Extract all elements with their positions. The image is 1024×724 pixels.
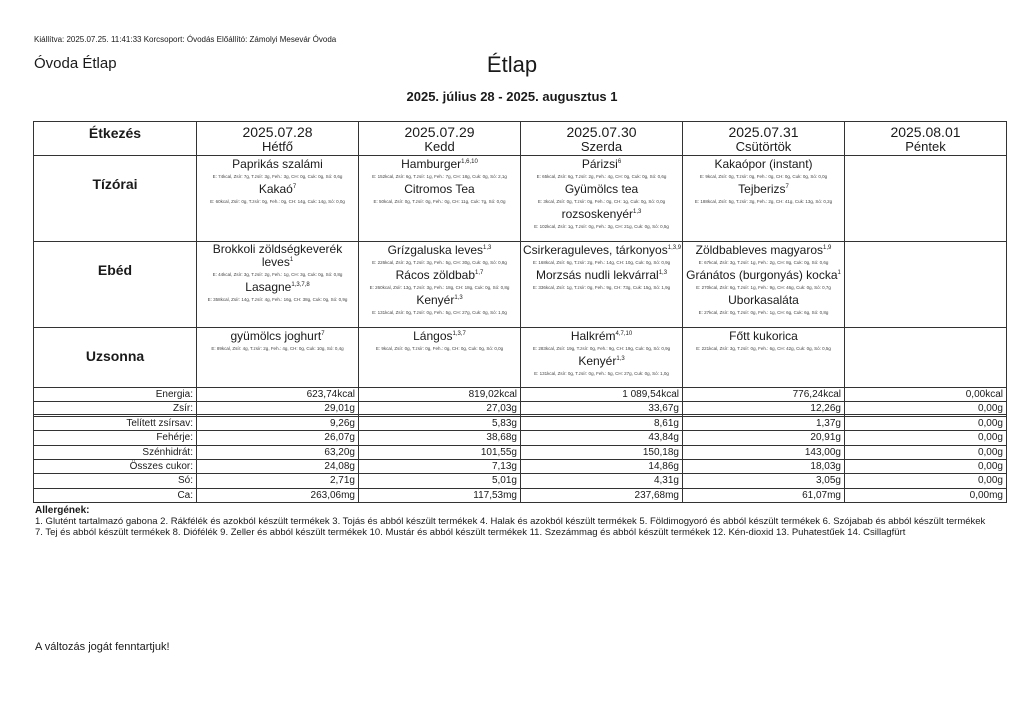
nutrition-label: Ca: (34, 489, 197, 502)
dish (521, 182, 682, 207)
nutrition-row (34, 430, 1006, 444)
dish-name: Csirkeraguleves, tárkonyos (523, 243, 668, 257)
day-name: Csütörtök (735, 139, 792, 154)
dish-nutrition: E: 102kcal, Zsír: 1g, T.zsír: 0g, Feh.: 3g, CH: 21g, Cuk: 0g, Só: 0,5g (534, 224, 669, 229)
dish (359, 157, 520, 182)
dish (359, 268, 520, 293)
dish-allergen-codes: 4,7,10 (615, 331, 633, 337)
dish-name-line (685, 243, 842, 257)
dish-name: Brokkoli zöldségkeverék leves (212, 242, 343, 269)
dish-allergen-codes: 6 (617, 159, 622, 165)
meal-row (34, 242, 1006, 328)
dish (197, 243, 358, 280)
meal-cell (359, 156, 521, 241)
dish-allergen-codes: 7 (321, 331, 325, 337)
nutrition-label: Zsír: (34, 402, 197, 415)
dish-name: rozsoskenyér (561, 207, 634, 221)
meal-cell (197, 156, 359, 241)
dish (197, 157, 358, 182)
dish-nutrition: E: 131kcal, Zsír: 0g, T.zsír: 0g, Feh.: 5g, CH: 27g, Cuk: 0g, Só: 1,0g (372, 310, 507, 315)
dish-nutrition: E: 221kcal, Zsír: 3g, T.zsír: 0g, Feh.: 6g, CH: 42g, Cuk: 0g, Só: 0,5g (696, 346, 831, 351)
dish (197, 329, 358, 354)
dish-name: Gránátos (burgonyás) kocka (686, 268, 838, 282)
nutrition-value: 27,03g (359, 402, 521, 415)
dish-nutrition: E: 44kcal, Zsír: 3g, T.zsír: 2g, Feh.: 1g, CH: 3g, Cuk: 0g, Só: 0,8g (212, 272, 343, 277)
nutrition-value: 7,13g (359, 460, 521, 473)
day-name: Hétfő (261, 139, 294, 154)
dish-nutrition: E: 260kcal, Zsír: 13g, T.zsír: 3g, Feh.: 18g, CH: 18g, Cuk: 0g, Só: 0,8g (369, 285, 510, 290)
meal-label: Uzsonna (34, 328, 197, 414)
nutrition-value: 776,24kcal (683, 388, 845, 401)
nutrition-value: 0,00mg (969, 489, 1003, 501)
dish-name: Citromos Tea (404, 182, 475, 196)
nutrition-value: 623,74kcal (197, 388, 359, 401)
nutrition-label: Só: (34, 474, 197, 487)
dish (521, 329, 682, 354)
dish-nutrition: E: 283kcal, Zsír: 19g, T.zsír: 0g, Feh.: 9g, CH: 19g, Cuk: 0g, Só: 0,9g (532, 346, 671, 351)
dish-allergen-codes: 7 (785, 184, 789, 190)
dish-name: Morzsás nudli lekvárral (535, 268, 659, 282)
day-name: Kedd (424, 139, 455, 154)
dish-name: Párizsi (581, 157, 618, 171)
dish (359, 329, 520, 354)
nutrition-value: 0,00kcal (965, 389, 1003, 400)
meal-cell (359, 242, 521, 327)
dish-allergen-codes: 1,3 (454, 295, 463, 301)
day-header (845, 122, 1006, 155)
dish-name-line (199, 157, 356, 171)
dish-nutrition: E: 9kcal, Zsír: 0g, T.zsír: 0g, Feh.: 0g, CH: 0g, Cuk: 0g, Só: 0,0g (375, 346, 504, 351)
day-name: Péntek (905, 139, 946, 154)
nutrition-label: Összes cukor: (34, 460, 197, 473)
dish (359, 182, 520, 207)
dish-allergen-codes: 7 (292, 184, 297, 190)
dish-allergen-codes: 1 (837, 270, 841, 276)
nutrition-value: 0,00g (977, 417, 1003, 429)
dish-nutrition: E: 188kcal, Zsír: 5g, T.zsír: 3g, Feh.: 2g, CH: 41g, Cuk: 13g, Só: 0,2g (694, 199, 833, 204)
dish-nutrition: E: 226kcal, Zsír: 2g, T.zsír: 3g, Feh.: 5g, CH: 30g, Cuk: 0g, Só: 0,8g (372, 260, 507, 265)
dish-name-line (199, 182, 356, 196)
nutrition-value: 33,67g (521, 402, 683, 415)
dish-name: Kenyér (578, 354, 617, 368)
dish-nutrition: E: 27kcal, Zsír: 0g, T.zsír: 0g, Feh.: 1g, CH: 6g, Cuk: 6g, Só: 0,8g (698, 310, 829, 315)
dish-name-line (523, 243, 680, 257)
dish (359, 293, 520, 318)
nutrition-value: 1 089,54kcal (521, 388, 683, 401)
nutrition-value: 4,31g (521, 474, 683, 487)
dish (683, 329, 844, 354)
nutrition-row (34, 445, 1006, 459)
dish-allergen-codes: 1,3 (616, 356, 625, 362)
day-name: Szerda (580, 139, 623, 154)
dish (521, 157, 682, 182)
dish-name-line (523, 157, 680, 171)
nutrition-value: 24,08g (197, 460, 359, 473)
meal-cell (845, 156, 1006, 241)
dish-name: Lángos (413, 329, 453, 343)
meal-cell (521, 156, 683, 241)
meal-label: Ebéd (34, 242, 197, 327)
nutrition-value: 61,07mg (683, 489, 845, 502)
dish-name-line (361, 243, 518, 257)
dish-name-line (361, 329, 518, 343)
dish (683, 293, 844, 318)
dish (683, 243, 844, 268)
day-header (683, 122, 845, 155)
dish (359, 243, 520, 268)
day-date: 2025.07.31 (728, 124, 799, 140)
dish-allergen-codes: 1,6,10 (461, 159, 478, 165)
dish-nutrition: E: 60kcal, Zsír: 0g, T.zsír: 0g, Feh.: 0g, CH: 14g, Cuk: 14g, Só: 0,0g (210, 199, 345, 204)
nutrition-label: Energia: (34, 388, 197, 401)
dish-name-line (523, 268, 680, 282)
dish (521, 243, 682, 268)
nutrition-row (34, 387, 1006, 401)
nutrition-value: 0,00g (977, 403, 1003, 415)
dish-nutrition: E: 168kcal, Zsír: 6g, T.zsír: 2g, Feh.: 14g, CH: 10g, Cuk: 0g, Só: 0,9g (532, 260, 671, 265)
nutrition-value: 12,26g (683, 402, 845, 415)
dish-name: gyümölcs joghurt (230, 329, 322, 343)
nutrition-row (34, 401, 1006, 415)
day-header (197, 122, 359, 155)
meal-cell (845, 242, 1006, 327)
dish-allergen-codes: 1,3,7 (452, 331, 466, 337)
nutrition-value: 2,71g (197, 474, 359, 487)
dish-name-line (199, 280, 356, 294)
dish-name: Lasagne (245, 280, 292, 294)
dish-nutrition: E: 336kcal, Zsír: 1g, T.zsír: 0g, Feh.: 9g, CH: 73g, Cuk: 15g, Só: 1,9g (532, 285, 671, 290)
nutrition-value: 237,68mg (521, 489, 683, 502)
dish-name-line (361, 182, 518, 196)
dish-allergen-codes: 1,3 (483, 245, 492, 251)
nutrition-value: 29,01g (197, 402, 359, 415)
nutrition-label: Szénhidrát: (34, 446, 197, 459)
dish-name-line (523, 354, 680, 368)
nutrition-row (34, 459, 1006, 473)
meal-row (34, 156, 1006, 242)
nutrition-label: Telített zsírsav: (34, 417, 197, 430)
meal-label: Tízórai (34, 156, 197, 241)
dish-name-line (361, 293, 518, 307)
dish-name: Kakaópor (instant) (714, 157, 813, 171)
dish-name-line (199, 243, 356, 269)
dish-name: Grízgaluska leves (387, 243, 484, 257)
nutrition-value: 5,83g (359, 417, 521, 430)
dish (521, 207, 682, 232)
day-header (521, 122, 683, 155)
dish-name-line (523, 207, 680, 221)
nutrition-value: 43,84g (521, 431, 683, 444)
brand-title: Óvoda Étlap (34, 55, 117, 72)
nutrition-value: 63,20g (197, 446, 359, 459)
dish-nutrition: E: 270kcal, Zsír: 6g, T.zsír: 1g, Feh.: 9g, CH: 46g, Cuk: 0g, Só: 0,7g (696, 285, 831, 290)
nutrition-value: 101,55g (359, 446, 521, 459)
nutrition-value: 117,53mg (359, 489, 521, 502)
dish-name-line (199, 329, 356, 343)
dish-name: Halkrém (570, 329, 616, 343)
dish-name: Uborkasaláta (728, 293, 799, 307)
dish-name: Kenyér (416, 293, 455, 307)
nutrition-value: 5,01g (359, 474, 521, 487)
meal-cell (683, 242, 845, 327)
meal-header-label: Étkezés (34, 122, 197, 155)
dish-nutrition: E: 89kcal, Zsír: 4g, T.zsír: 2g, Feh.: 4g, CH: 0g, Cuk: 10g, Só: 0,4g (211, 346, 344, 351)
dish-allergen-codes: 1,9 (823, 245, 832, 251)
nutrition-value: 263,06mg (197, 489, 359, 502)
menu-header-row (34, 122, 1006, 156)
dish-nutrition: E: 9kcal, Zsír: 0g, T.zsír: 0g, Feh.: 0g, CH: 0g, Cuk: 0g, Só: 0,0g (699, 174, 828, 179)
page-title: Étlap (486, 52, 538, 77)
dish (521, 268, 682, 293)
dish (683, 182, 844, 207)
meal-cell (521, 242, 683, 327)
nutrition-value: 14,86g (521, 460, 683, 473)
nutrition-label: Fehérje: (34, 431, 197, 444)
nutrition-row (34, 473, 1006, 487)
dish-name-line (361, 268, 518, 282)
disclaimer: A változás jogát fenntartjuk! (35, 641, 170, 653)
nutrition-value: 150,18g (521, 446, 683, 459)
dish-name-line (685, 182, 842, 196)
allergen-legend-text: 1. Glutént tartalmazó gabona 2. Rákfélék és azokból készült termékek 3. Tojás és abból készült termékek 4. Halak és azokból készült termékek 5. Földimogyoró és abból készült termékek 6. Szójabab és abból készült termékek 7. Tej és abból készült termékek 8. Diófélék 9. Zeller és abból készült termékek 10. Mustár és abból készült termékek 11. Szezámmag és abból készült termékek 12. Kén-dioxid 13. Puhatestűek 14. Csillagfürt (35, 516, 986, 538)
dish-name: Zöldbableves magyaros (695, 243, 824, 257)
dish (521, 354, 682, 379)
dish (683, 268, 844, 293)
dish-allergen-codes: 1,3,9 (667, 245, 682, 251)
nutrition-value: 1,37g (683, 417, 845, 430)
dish-allergen-codes: 1,3 (658, 270, 668, 276)
dish-name-line (523, 329, 680, 343)
dish-nutrition: E: 67kcal, Zsír: 3g, T.zsír: 1g, Feh.: 2g, CH: 8g, Cuk: 0g, Só: 0,6g (698, 260, 829, 265)
dish-name: Főtt kukorica (729, 329, 798, 343)
nutrition-value: 3,05g (683, 474, 845, 487)
day-date: 2025.07.29 (404, 124, 475, 140)
menu-table (33, 121, 1007, 415)
dish-name-line (361, 157, 518, 171)
dish-name-line (685, 293, 842, 307)
dish (197, 182, 358, 207)
dish (683, 157, 844, 182)
nutrition-row (34, 416, 1006, 430)
dish-nutrition: E: 358kcal, Zsír: 14g, T.zsír: 4g, Feh.: 16g, CH: 38g, Cuk: 0g, Só: 0,9g (207, 297, 348, 302)
nutrition-value: 8,61g (521, 417, 683, 430)
dish-name-line (685, 157, 842, 171)
dish-nutrition: E: 74kcal, Zsír: 7g, T.zsír: 3g, Feh.: 3g, CH: 0g, Cuk: 0g, Só: 0,6g (212, 174, 343, 179)
dish-allergen-codes: 1,7 (475, 270, 484, 276)
dish-name-line (685, 268, 842, 282)
day-date: 2025.07.28 (242, 124, 313, 140)
date-range: 2025. július 28 - 2025. augusztus 1 (406, 89, 618, 104)
nutrition-row (34, 488, 1006, 502)
nutrition-value: 0,00g (977, 446, 1003, 458)
nutrition-summary-table (33, 387, 1007, 503)
meal-cell (683, 156, 845, 241)
nutrition-value: 20,91g (683, 431, 845, 444)
dish-nutrition: E: 3kcal, Zsír: 0g, T.zsír: 0g, Feh.: 0g, CH: 1g, Cuk: 0g, Só: 0,0g (537, 199, 666, 204)
nutrition-value: 0,00g (977, 432, 1003, 444)
dish-name: Rácos zöldbab (395, 268, 476, 282)
issued-line: Kiállítva: 2025.07.25. 11:41:33 Korcsoport: Óvodás Előállító: Zámolyi Mesevár Óvoda (34, 35, 337, 44)
dish-name-line (685, 329, 842, 343)
nutrition-value: 38,68g (359, 431, 521, 444)
nutrition-value: 0,00g (977, 475, 1003, 487)
allergen-legend-title: Allergének: (35, 505, 90, 516)
dish-name: Hamburger (401, 157, 462, 171)
dish-name: Paprikás szalámi (232, 157, 323, 171)
dish-name: Tejberizs (738, 182, 786, 196)
dish-nutrition: E: 152kcal, Zsír: 6g, T.zsír: 1g, Feh.: 7g, CH: 18g, Cuk: 0g, Só: 2,1g (372, 174, 507, 179)
nutrition-value: 9,26g (197, 417, 359, 430)
nutrition-value: 143,00g (683, 446, 845, 459)
dish-nutrition: E: 131kcal, Zsír: 0g, T.zsír: 0g, Feh.: 5g, CH: 27g, Cuk: 0g, Só: 1,0g (534, 371, 669, 376)
dish-nutrition: E: 65kcal, Zsír: 6g, T.zsír: 2g, Feh.: 4g, CH: 0g, Cuk: 0g, Só: 0,6g (536, 174, 667, 179)
nutrition-value: 26,07g (197, 431, 359, 444)
nutrition-value: 18,03g (683, 460, 845, 473)
allergen-legend (35, 505, 995, 538)
dish-name: Kakaó (258, 182, 293, 196)
dish-nutrition: E: 50kcal, Zsír: 0g, T.zsír: 0g, Feh.: 0g, CH: 11g, Cuk: 7g, Só: 0,0g (373, 199, 506, 204)
dish-allergen-codes: 1,3,7,8 (291, 282, 310, 288)
day-date: 2025.07.30 (566, 124, 637, 140)
dish-name: Gyümölcs tea (564, 182, 639, 196)
meal-cell (197, 242, 359, 327)
dish-allergen-codes: 1,3 (633, 209, 642, 215)
nutrition-value: 819,02kcal (359, 388, 521, 401)
dish-name-line (523, 182, 680, 196)
day-date: 2025.08.01 (890, 124, 961, 140)
dish-allergen-codes: 1 (289, 257, 294, 263)
nutrition-value: 0,00g (977, 460, 1003, 472)
dish (197, 280, 358, 305)
day-header (359, 122, 521, 155)
